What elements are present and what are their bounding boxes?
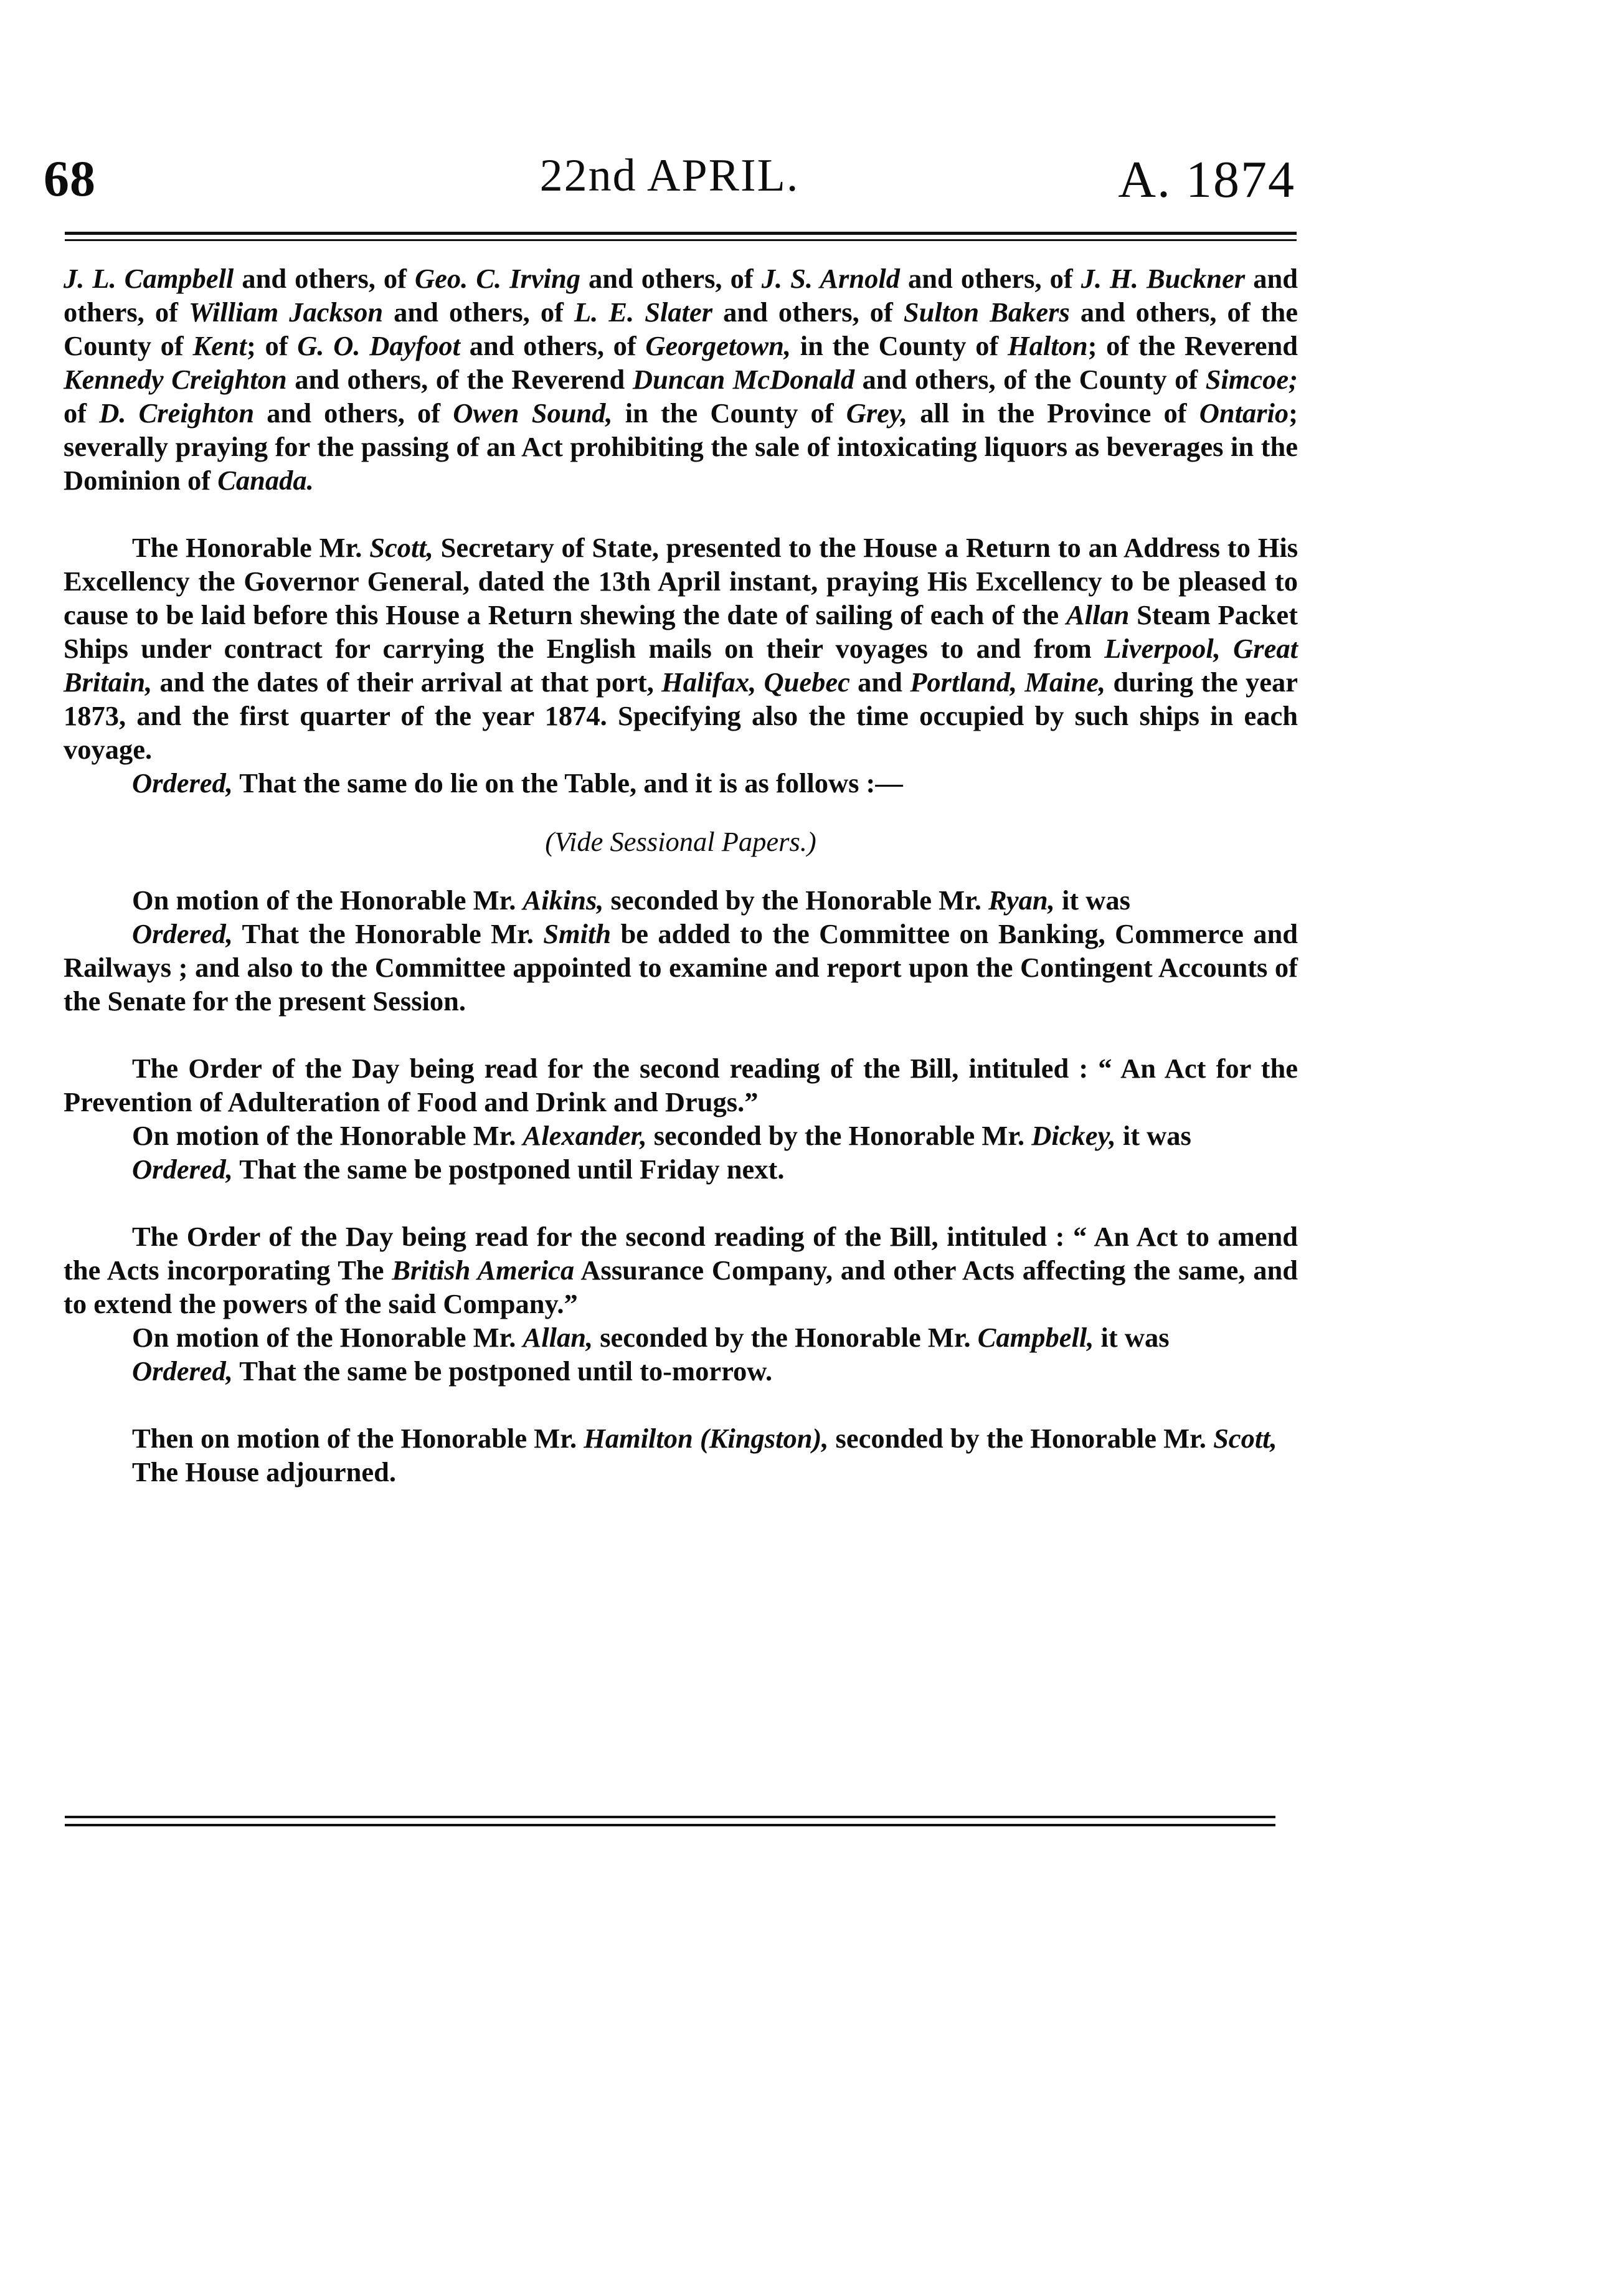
text-run: and others, of the County of — [64, 296, 1298, 361]
text-run: in the County of — [791, 330, 1008, 361]
paragraph-order-adulteration — [64, 1051, 1298, 1119]
text-run: and others, of — [580, 263, 762, 294]
text-run: The House adjourned. — [132, 1456, 397, 1487]
paragraph-ordered-smith — [64, 917, 1298, 1018]
italic-text: L. E. Slater — [574, 296, 713, 328]
italic-text: Dickey, — [1031, 1120, 1116, 1151]
italic-text: Owen Sound, — [453, 397, 613, 429]
italic-text: Kent — [192, 330, 247, 361]
italic-text: Allan, — [523, 1322, 594, 1353]
italic-text: Kennedy Creighton — [64, 364, 287, 395]
italic-text: British America — [392, 1255, 575, 1286]
text-run: On motion of the Honorable Mr. — [132, 885, 523, 916]
paragraph-ordered-tomorrow — [64, 1354, 1298, 1388]
italic-text: J. H. Buckner — [1081, 263, 1246, 294]
page-date: 22nd APRIL. — [539, 150, 800, 201]
footer-rule-top — [65, 1816, 1275, 1818]
italic-text: Halifax, Quebec — [661, 667, 850, 698]
text-run: seconded by the Honorable Mr. — [603, 885, 989, 916]
italic-text: Ordered, — [132, 767, 233, 799]
footer-rule-bottom — [65, 1824, 1275, 1826]
text-run: in the County of — [612, 397, 846, 429]
paragraph-vide — [64, 825, 1298, 858]
text-run: Then on motion of the Honorable Mr. — [132, 1423, 584, 1454]
text-run: That the same do lie on the Table, and it is as follows :— — [232, 767, 903, 799]
text-run: and others, of — [383, 296, 574, 328]
italic-text: Smith — [543, 918, 612, 949]
paragraph-petitions — [64, 262, 1298, 497]
paragraph-ordered-friday — [64, 1152, 1298, 1186]
italic-text: Liverpool, Great Britain, — [64, 633, 1298, 698]
text-run: On motion of the Honorable Mr. — [132, 1322, 523, 1353]
text-run: and others, of the County of — [854, 364, 1206, 395]
paragraph-return-allan — [64, 531, 1298, 766]
italic-text: Aikins, — [523, 885, 604, 916]
italic-text: Ordered, — [132, 1154, 233, 1185]
italic-text: William Jackson — [188, 296, 384, 328]
italic-text: Campbell, — [977, 1322, 1094, 1353]
text-run: The Order of the Day being read for the second reading of the Bill, intituled : “ An Act to amend the Acts incorporating The — [64, 1221, 1298, 1286]
text-run: all in the Province of — [907, 397, 1199, 429]
italic-text: D. Creighton — [99, 397, 255, 429]
text-run: and others, of — [234, 263, 415, 294]
italic-text: Simcoe; — [1205, 364, 1298, 395]
italic-text: J. L. Campbell — [64, 263, 234, 294]
text-run: ; severally praying for the passing of an Act prohibiting the sale of intoxicating liquors as beverages in the Dominion of — [64, 397, 1298, 496]
italic-text: Scott, — [369, 532, 433, 563]
text-run: That the same be postponed until Friday next. — [232, 1154, 785, 1185]
text-run: and others, of — [900, 263, 1081, 294]
italic-text: Scott, — [1213, 1423, 1277, 1454]
italic-text: Allan — [1066, 599, 1130, 630]
italic-text: Canada. — [217, 465, 314, 496]
page-year: A. 1874 — [1118, 151, 1295, 209]
italic-text: Grey, — [846, 397, 908, 429]
text-run: be added to the Committee on Banking, Commerce and Railways ; and also to the Committee appointed to examine and report upon the Contingent Accounts of the Senate for the present Session. — [64, 918, 1298, 1017]
header-rule-top — [65, 232, 1297, 235]
italic-text: Sulton Bakers — [903, 296, 1070, 328]
italic-text: G. O. Dayfoot — [297, 330, 461, 361]
text-run: The Honorable Mr. — [132, 532, 370, 563]
text-run: it was — [1115, 1120, 1191, 1151]
text-run: and others, of — [64, 263, 1298, 328]
text-run: and others, of — [254, 397, 453, 429]
text-run: The Order of the Day being read for the second reading of the Bill, intituled : “ An Act for the Prevention of Adulteration of Food and Drink and Drugs.” — [64, 1053, 1298, 1117]
text-run: seconded by the Honorable Mr. — [646, 1120, 1032, 1151]
text-run: and the dates of their arrival at that port, — [152, 667, 662, 698]
text-run: Secretary of State, presented to the House a Return to an Address to His Excellency the Governor General, dated the 13th April instant, praying His Excellency to be pleased to cause to be laid before this House a Return shewing the date of sailing of each of the — [64, 532, 1298, 630]
italic-text: J. S. Arnold — [761, 263, 900, 294]
paragraph-order-assurance — [64, 1220, 1298, 1321]
text-run: ; of the Reverend — [1087, 330, 1298, 361]
text-run: and others, of — [460, 330, 646, 361]
paragraph-motion-aikins — [64, 883, 1298, 917]
text-run: it was — [1094, 1322, 1170, 1353]
text-run: during the year 1873, and the first quarter of the year 1874. Specifying also the time occupied by such ships in each voyage. — [64, 667, 1298, 765]
text-run: Assurance Company, and other Acts affecting the same, and to extend the powers of the said Company.” — [64, 1255, 1298, 1319]
text-run: and — [849, 667, 910, 698]
text-run: That the same be postponed until to-morrow. — [232, 1355, 773, 1387]
paragraph-motion-allan — [64, 1321, 1298, 1354]
text-run: ; of — [246, 330, 298, 361]
italic-text: Ordered, — [132, 918, 233, 949]
text-run: Steam Packet Ships under contract for carrying the English mails on their voyages to and from — [64, 599, 1298, 664]
text-run: That the Honorable Mr. — [232, 918, 544, 949]
italic-text: Alexander, — [523, 1120, 647, 1151]
text-run: and others, of the Reverend — [286, 364, 633, 395]
italic-text: Hamilton (Kingston), — [584, 1423, 829, 1454]
italic-text: Geo. C. Irving — [415, 263, 580, 294]
text-run: seconded by the Honorable Mr. — [593, 1322, 978, 1353]
paragraph-motion-alexander — [64, 1119, 1298, 1152]
paragraph-adjourned — [64, 1455, 1298, 1489]
text-run: On motion of the Honorable Mr. — [132, 1120, 523, 1151]
text-run: it was — [1054, 885, 1130, 916]
text-run: and others, of — [712, 296, 904, 328]
text-run: of — [64, 397, 100, 429]
italic-text: Halton — [1008, 330, 1088, 361]
journal-body — [64, 262, 1298, 1489]
text-run: seconded by the Honorable Mr. — [828, 1423, 1214, 1454]
italic-text: (Vide Sessional Papers.) — [545, 826, 816, 857]
italic-text: Duncan McDonald — [632, 364, 855, 395]
italic-text: Georgetown, — [645, 330, 792, 361]
header-rule-bottom — [65, 239, 1297, 241]
italic-text: Ontario — [1199, 397, 1289, 429]
italic-text: Portland, Maine, — [910, 667, 1106, 698]
paragraph-motion-hamilton — [64, 1421, 1298, 1455]
page-header — [44, 149, 1295, 230]
paragraph-ordered-table — [64, 766, 1298, 800]
italic-text: Ordered, — [132, 1355, 233, 1387]
page-number: 68 — [44, 150, 96, 207]
italic-text: Ryan, — [988, 885, 1055, 916]
